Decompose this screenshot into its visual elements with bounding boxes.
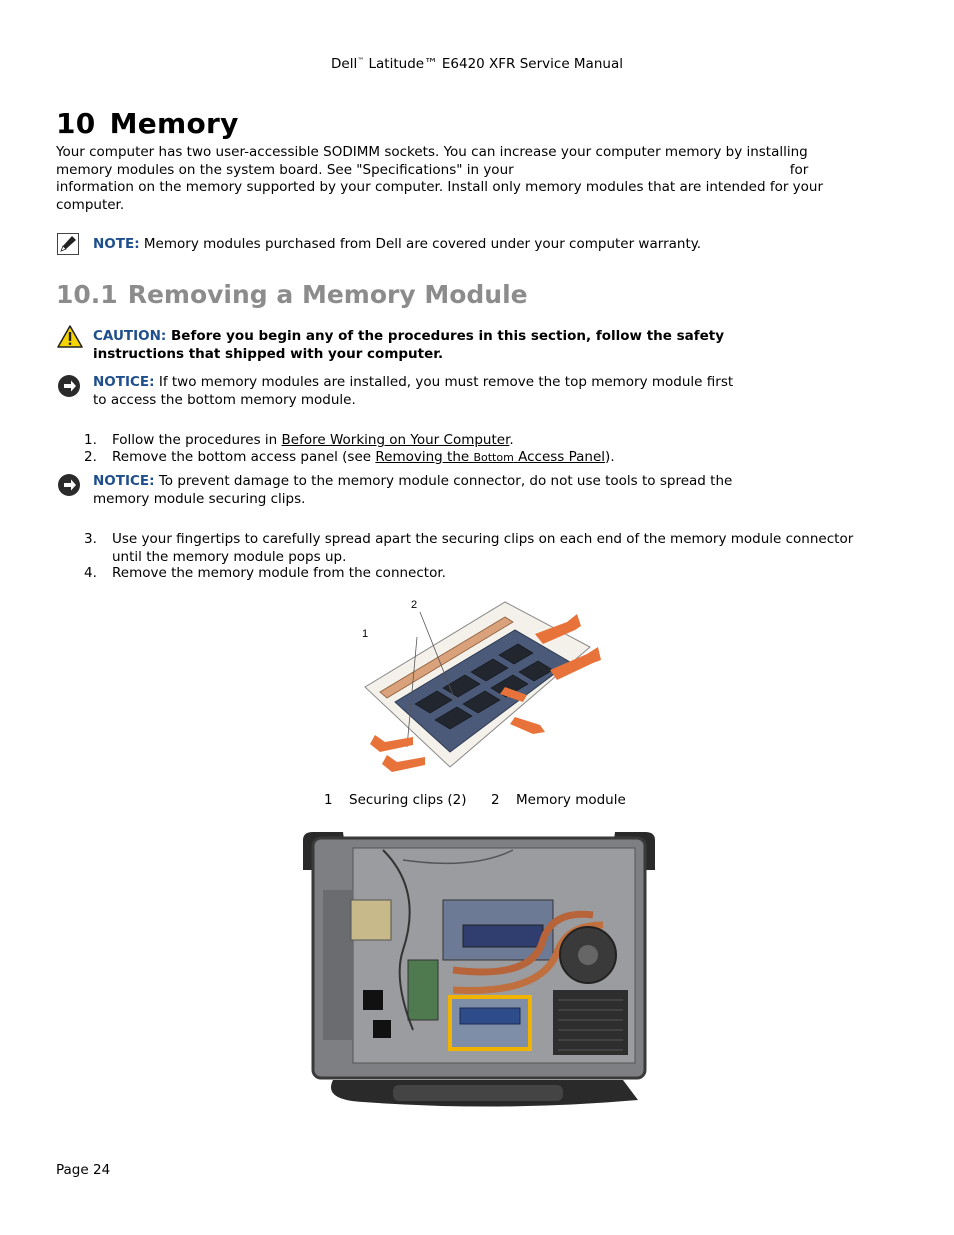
memory-module-illustration: [355, 592, 605, 792]
running-header: Dell™ Latitude™ E6420 XFR Service Manual: [331, 56, 623, 72]
page-footer: Page 24: [56, 1162, 111, 1178]
removing-bottom-access-panel-link[interactable]: Removing the Bottom Access Panel: [375, 449, 606, 465]
subsection-heading: 10.1 Removing a Memory Module: [56, 280, 528, 309]
figure-caption-memory-module: Memory module: [516, 792, 626, 808]
notice-text: NOTICE: If two memory modules are installed, you must remove the top memory module first to access the bottom memory module.: [93, 374, 734, 408]
callout-label-1: 1: [362, 628, 369, 640]
intro-paragraph: Your computer has two user-accessible SODIMM sockets. You can increase your computer memory by installing memory modules on the system board. See "Specifications" in your for information on the memory supported by your computer. Install only memory modules that are intended for your computer.: [56, 144, 824, 213]
list-item: 4. Remove the memory module from the connector.: [84, 565, 446, 581]
list-item: 1. Follow the procedures in Before Working on Your Computer.: [84, 432, 514, 448]
caution-text: CAUTION: Before you begin any of the procedures in this section, follow the safety instructions that shipped with your computer.: [93, 328, 725, 362]
list-item: 3. Use your fingertips to carefully spread apart the securing clips on each end of the memory module connector until the memory module pops up.: [84, 531, 854, 565]
notice-stop-icon: [57, 473, 81, 497]
note-text: NOTE: Memory modules purchased from Dell are covered under your computer warranty.: [93, 236, 702, 252]
list-item: 2. Remove the bottom access panel (see Removing the Bottom Access Panel).: [84, 449, 615, 465]
section-heading: 10 Memory: [56, 107, 239, 140]
note-pencil-icon: [57, 233, 79, 255]
laptop-underside-photo: [303, 830, 655, 1110]
figure-caption-number-1: 1: [324, 792, 333, 808]
notice-stop-icon: [57, 374, 81, 398]
before-working-link[interactable]: Before Working on Your Computer: [281, 432, 510, 448]
caution-triangle-icon: [57, 325, 83, 348]
notice-text: NOTICE: To prevent damage to the memory module connector, do not use tools to spread the memory module securing clips.: [93, 473, 733, 507]
figure-caption-securing-clips: Securing clips (2): [349, 792, 467, 808]
figure-caption-number-2: 2: [491, 792, 500, 808]
callout-label-2: 2: [411, 599, 418, 611]
